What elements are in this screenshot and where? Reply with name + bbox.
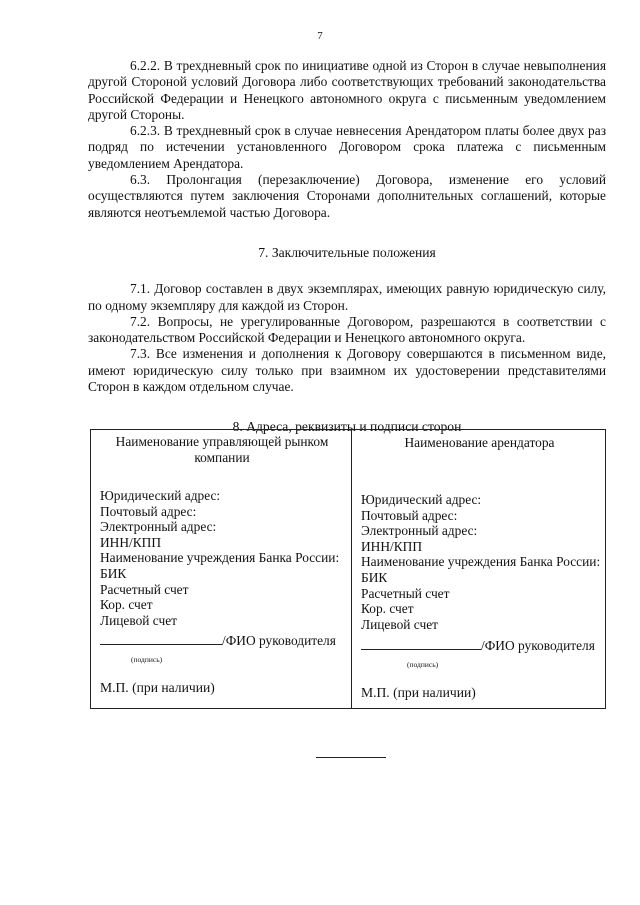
stamp-label: М.П. (при наличии) xyxy=(361,685,476,700)
field-corr-account: Кор. счет xyxy=(100,597,153,613)
signature-blank xyxy=(361,649,481,650)
field-postal-address: Почтовый адрес: xyxy=(100,503,197,519)
tenant-heading: Наименование арендатора xyxy=(404,435,555,450)
field-inn-kpp: ИНН/КПП xyxy=(361,538,423,554)
paragraph-6-2-2: 6.2.2. В трехдневный срок по инициативе одной из Сторон в случае невыполнения другой Стороной условий Договора либо соответствующих требований законодательства Российской Федерации и Ненецкого автономного округа с письменным уведомлением другой Стороны. xyxy=(88,58,606,122)
paragraph-6-3: 6.3. Пролонгация (перезаключение) Договора, изменение его условий осуществляются путем заключения Сторонами дополнительных соглашений, которые являются неотъемлемой частью Договора. xyxy=(88,172,606,220)
field-bank-name: Наименование учреждения Банка России: xyxy=(361,554,601,570)
document-body xyxy=(88,58,606,451)
landlord-column xyxy=(91,430,352,708)
requisites-table xyxy=(90,429,606,709)
field-personal-account: Лицевой счет xyxy=(100,612,178,628)
tenant-details xyxy=(361,492,600,632)
page-number: 7 xyxy=(317,30,323,42)
signature-caption: (подпись) xyxy=(131,655,163,664)
paragraph-7-1: 7.1. Договор составлен в двух экземплярах, имеющих равную юридическую силу, по одному экземпляру для каждой из Сторон. xyxy=(88,281,606,313)
field-postal-address: Почтовый адрес: xyxy=(361,507,458,523)
landlord-heading: Наименование управляющей рынком компании xyxy=(115,434,329,465)
field-inn-kpp: ИНН/КПП xyxy=(100,534,162,550)
tenant-column xyxy=(352,430,605,708)
field-bik: БИК xyxy=(361,569,388,585)
landlord-signature-line xyxy=(100,633,336,649)
signature-label: /ФИО руководителя xyxy=(481,638,595,653)
field-legal-address: Юридический адрес: xyxy=(361,492,482,507)
paragraph-7-2: 7.2. Вопросы, не урегулированные Договором, разрешаются в соответствии с законодательством Российской Федерации и Ненецкого автономного округа. xyxy=(88,313,606,346)
field-bank-name: Наименование учреждения Банка России: xyxy=(100,550,340,566)
field-settlement-account: Расчетный счет xyxy=(361,585,450,601)
section-7-title: 7. Заключительные положения xyxy=(258,244,436,260)
field-email-address: Электронный адрес: xyxy=(361,523,478,539)
field-settlement-account: Расчетный счет xyxy=(100,581,189,597)
section-8-title: 8. Адреса, реквизиты и подписи сторон xyxy=(232,419,462,435)
signature-label: /ФИО руководителя xyxy=(222,633,336,648)
stamp-label: М.П. (при наличии) xyxy=(100,680,215,695)
signature-blank xyxy=(100,644,222,645)
tenant-signature-line xyxy=(361,638,595,654)
field-personal-account: Лицевой счет xyxy=(361,616,439,632)
end-of-document-rule xyxy=(316,757,386,758)
paragraph-7-3: 7.3. Все изменения и дополнения к Договору совершаются в письменном виде, имеют юридическую силу только при взаимном их удостоверении представителями Сторон в каждом отдельном случае. xyxy=(88,346,606,395)
field-email-address: Электронный адрес: xyxy=(100,519,217,535)
paragraph-6-2-3: 6.2.3. В трехдневный срок в случае невнесения Арендатором платы более двух раз подряд по истечении установленного Договором срока платежа с письменным уведомлением Арендатора. xyxy=(88,123,606,171)
landlord-details xyxy=(100,488,339,628)
field-legal-address: Юридический адрес: xyxy=(100,488,221,503)
field-corr-account: Кор. счет xyxy=(361,601,414,617)
field-bik: БИК xyxy=(100,565,127,581)
signature-caption: (подпись) xyxy=(407,660,439,669)
